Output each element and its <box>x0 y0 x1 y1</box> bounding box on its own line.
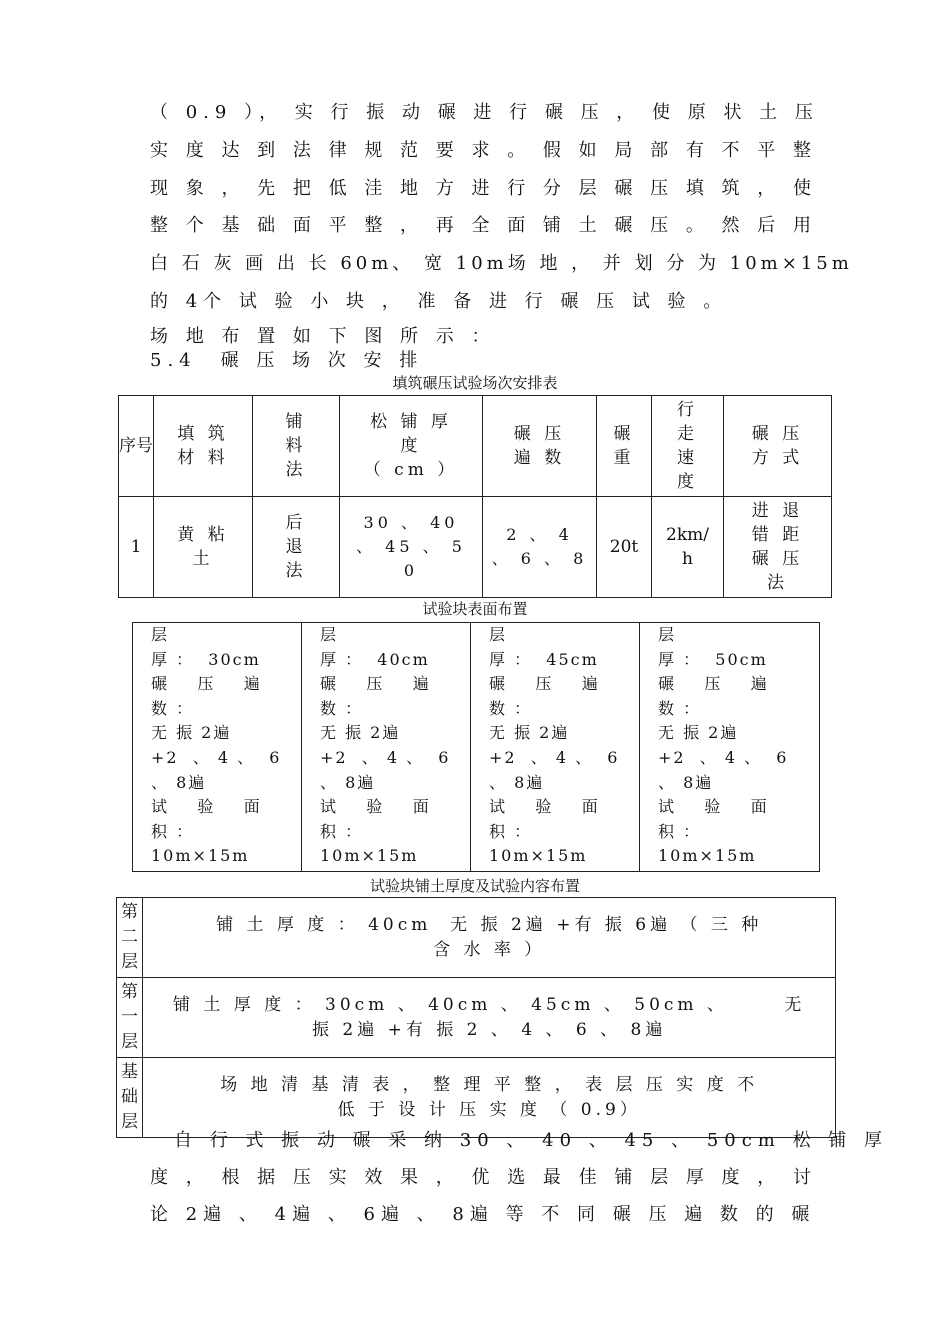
block-line: 积 ： <box>658 821 702 841</box>
block-line: +2 、 4 、 6 <box>658 747 789 767</box>
block-cell <box>133 623 302 872</box>
text-line: 现 象 ， 先 把 低 洼 地 方 进 行 分 层 碾 压 填 筑 ， 使 <box>150 178 817 199</box>
section-heading: 5.4 碾 压 场 次 安 排 <box>150 350 424 371</box>
block-line: 数 ： <box>151 698 195 718</box>
block-layout-table <box>132 622 820 872</box>
table1-caption: 填筑碾压试验场次安排表 <box>392 374 558 392</box>
block-line: 层 <box>489 625 508 644</box>
block-line: 厚 ： 50cm <box>658 649 768 669</box>
block-line: +2 、 4 、 6 <box>320 747 451 767</box>
text-line: （ 0.9 ）， 实 行 振 动 碾 进 行 碾 压 ， 使 原 状 土 压 <box>150 102 819 123</box>
block-line: 无 振 2遍 <box>151 723 232 743</box>
table-row <box>117 978 836 1058</box>
layer-label: 第 二 层 <box>117 898 143 978</box>
table-cell: 进 退 错 距 碾 压 法 <box>724 497 832 598</box>
block-line: 、 8遍 <box>151 772 207 792</box>
block-line: 10m×15m <box>151 846 250 866</box>
table-cell: 20t <box>597 497 652 598</box>
block-line: 数 ： <box>489 698 533 718</box>
table2-caption: 试验块表面布置 <box>422 600 528 618</box>
block-line: 碾 压 遍 <box>151 674 262 694</box>
table-cell: 后 退 法 <box>253 497 340 598</box>
block-line: 碾 压 遍 <box>658 674 769 694</box>
block-line: 碾 压 遍 <box>489 674 600 694</box>
layer-content: 铺 土 厚 度 ： 40cm 无 振 2遍 +有 振 6遍 （ 三 种 含 水 率 ） <box>143 898 836 978</box>
block-line: 积 ： <box>489 821 533 841</box>
header-cell: 铺 料 法 <box>253 396 340 497</box>
text-line: 论 2遍 、 4遍 、 6遍 、 8遍 等 不 同 碾 压 遍 数 的 碾 <box>150 1204 816 1225</box>
table-header-row <box>119 396 832 497</box>
block-line: 、 8遍 <box>658 772 714 792</box>
block-cell <box>471 623 640 872</box>
block-line: 厚 ： 45cm <box>489 649 599 669</box>
layout-intro-line: 场 地 布 置 如 下 图 所 示 ： <box>150 326 496 347</box>
block-line: 碾 压 遍 <box>320 674 431 694</box>
layer-content-table <box>116 897 836 1138</box>
block-line: 试 验 面 <box>489 797 600 817</box>
header-cell: 填 筑 材 料 <box>154 396 253 497</box>
block-line: 10m×15m <box>658 846 757 866</box>
header-cell: 碾 压 方 式 <box>724 396 832 497</box>
block-cell <box>640 623 820 872</box>
block-line: +2 、 4 、 6 <box>489 747 620 767</box>
block-line: 试 验 面 <box>151 797 262 817</box>
header-cell: 松 铺 厚 度 （ cm ） <box>340 396 483 497</box>
schedule-table <box>118 395 832 598</box>
header-cell: 碾 重 <box>597 396 652 497</box>
table-row <box>133 623 820 872</box>
layer-content: 铺 土 厚 度 ： 30cm 、 40cm 、 45cm 、 50cm 、 无 振 2遍 +有 振 2 、 4 、 6 、 8遍 <box>143 978 836 1058</box>
block-line: 、 8遍 <box>489 772 545 792</box>
table-cell: 2km/ h <box>652 497 724 598</box>
text-line: 度 ， 根 据 压 实 效 果 ， 优 选 最 佳 铺 层 厚 度 ， 讨 <box>150 1167 817 1188</box>
block-line: 层 <box>320 625 339 644</box>
block-line: 积 ： <box>320 821 364 841</box>
header-cell: 行 走 速 度 <box>652 396 724 497</box>
text-line: 整 个 基 础 面 平 整 ， 再 全 面 铺 土 碾 压 。 然 后 用 <box>150 215 817 236</box>
header-cell: 碾 压 遍 数 <box>483 396 597 497</box>
block-line: 无 振 2遍 <box>320 723 401 743</box>
text-line: 的 4个 试 验 小 块 ， 准 备 进 行 碾 压 试 验 。 <box>150 291 728 312</box>
block-line: 厚 ： 30cm <box>151 649 261 669</box>
layer-label: 第 一 层 <box>117 978 143 1058</box>
text-line: 白 石 灰 画 出 长 60m、 宽 10m场 地 ， 并 划 分 为 10m×15m <box>150 253 853 274</box>
block-line: +2 、 4 、 6 <box>151 747 282 767</box>
block-line: 试 验 面 <box>320 797 431 817</box>
layer-content: 场 地 清 基 清 表 ， 整 理 平 整 ， 表 层 压 实 度 不 低 于 设 计 压 实 度 （ 0.9） <box>143 1058 836 1138</box>
block-line: 数 ： <box>320 698 364 718</box>
block-line: 无 振 2遍 <box>489 723 570 743</box>
table-cell: 2 、 4 、 6 、 8 <box>483 497 597 598</box>
table-row <box>117 898 836 978</box>
table-cell: 黄 粘 土 <box>154 497 253 598</box>
text-line: 实 度 达 到 法 律 规 范 要 求 。 假 如 局 部 有 不 平 整 <box>150 140 817 161</box>
block-line: 层 <box>658 625 677 644</box>
text-line: 自 行 式 振 动 碾 采 纳 30 、 40 、 45 、 50cm 松 铺 厚 <box>150 1130 889 1151</box>
layer-label: 基 础 层 <box>117 1058 143 1138</box>
block-line: 无 振 2遍 <box>658 723 739 743</box>
block-line: 积 ： <box>151 821 195 841</box>
table-cell: 30 、 40 、 45 、 5 0 <box>340 497 483 598</box>
table-cell: 1 <box>119 497 154 598</box>
table3-caption: 试验块铺土厚度及试验内容布置 <box>369 877 580 895</box>
block-line: 数 ： <box>658 698 702 718</box>
block-line: 10m×15m <box>320 846 419 866</box>
block-line: 、 8遍 <box>320 772 376 792</box>
block-line: 试 验 面 <box>658 797 769 817</box>
block-cell <box>302 623 471 872</box>
header-cell: 序号 <box>119 396 154 497</box>
table-row <box>119 497 832 598</box>
block-line: 层 <box>151 625 170 644</box>
block-line: 10m×15m <box>489 846 588 866</box>
block-line: 厚 ： 40cm <box>320 649 430 669</box>
